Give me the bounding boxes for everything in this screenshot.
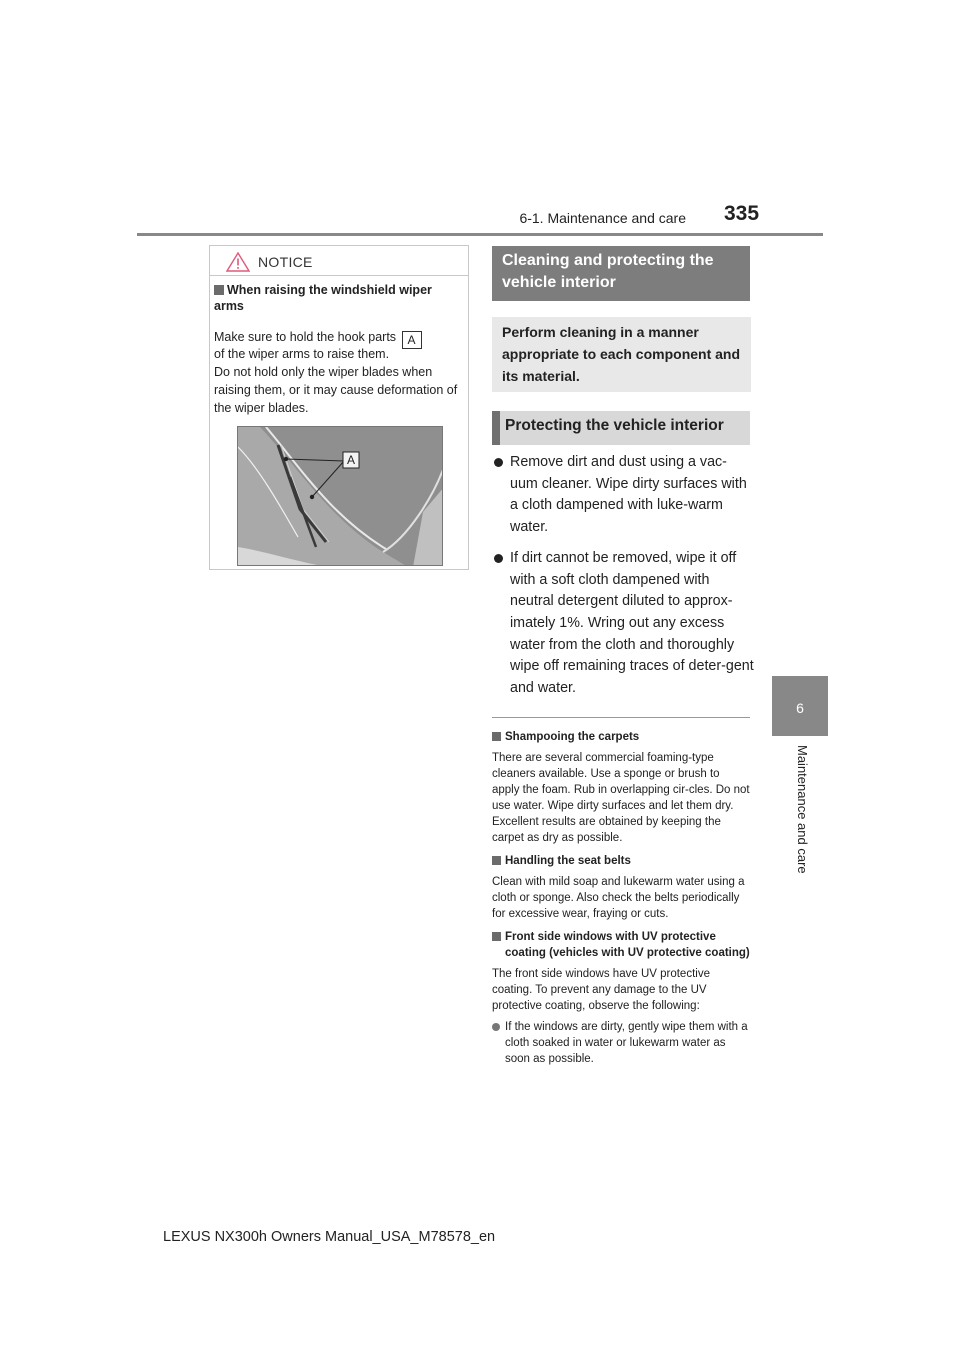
bullet-list: [492, 452, 754, 709]
section-summary: Perform cleaning in a manner appropriate to each component and its material.: [492, 317, 751, 392]
notice-box: [209, 245, 469, 570]
note-text: The front side windows have UV protective coating. To prevent any damage to the UV protective coating, observe the following:: [492, 968, 710, 1012]
page-number: 335: [724, 202, 760, 225]
chapter-label: Maintenance and care: [795, 745, 810, 874]
note-heading: Shampooing the carpets: [492, 729, 750, 745]
notice-heading: When raising the windshield wiper arms: [214, 283, 432, 313]
page-footer: LEXUS NX300h Owners Manual_USA_M78578_en: [163, 1229, 496, 1245]
figure-label-a: A: [346, 453, 356, 467]
notice-header: [210, 246, 468, 276]
square-bullet-icon: [214, 285, 224, 295]
page-header: [0, 0, 960, 240]
section-title: 6-1. Maintenance and care: [519, 210, 686, 226]
chapter-tab: 6: [772, 676, 828, 736]
warning-icon: [226, 252, 250, 272]
wiper-illustration: [237, 426, 443, 566]
note-heading: Front side windows with UV protective coating (vehicles with UV protective coating): [492, 929, 750, 961]
header-rule: [137, 233, 823, 236]
note-text: Clean with mild soap and lukewarm water using a cloth or sponge. Also check the belts periodically for excessive wear, fraying or cuts.: [492, 876, 745, 920]
notice-text: Make sure to hold the hook parts A of the wiper arms to raise them. Do not hold only the wiper blades when raising them, or it may cause deformation of the wiper blades.: [214, 330, 458, 415]
list-item: Remove dirt and dust using a vac-uum cleaner. Wipe dirty surfaces with a cloth dampened with luke-warm water.: [492, 452, 754, 539]
wiper-drawing: [238, 427, 443, 566]
note-text: There are several commercial foaming-type cleaners available. Use a sponge or brush to apply the foam. Rub in overlapping cir-cles. Do not use water. Wipe dirty surfaces and let them dry. Excellent results are obtained by keeping the carpet as dry as possible.: [492, 752, 750, 844]
subheading: Protecting the vehicle interior: [492, 411, 750, 445]
note-heading: Handling the seat belts: [492, 853, 750, 869]
callout-a: A: [402, 331, 422, 349]
notes-section: [492, 722, 750, 1067]
notice-title: NOTICE: [258, 254, 313, 270]
note-bullet: If the windows are dirty, gently wipe them with a cloth soaked in water or lukewarm water as soon as possible.: [492, 1019, 750, 1067]
section-banner: Cleaning and protecting the vehicle interior: [492, 246, 750, 301]
list-item: If dirt cannot be removed, wipe it off with a soft cloth dampened with neutral detergent diluted to approx-imately 1%. Wring out any excess water from the cloth and thoroughly wipe off remaining traces of deter-gent and water.: [492, 548, 754, 700]
notes-rule: [492, 717, 750, 718]
